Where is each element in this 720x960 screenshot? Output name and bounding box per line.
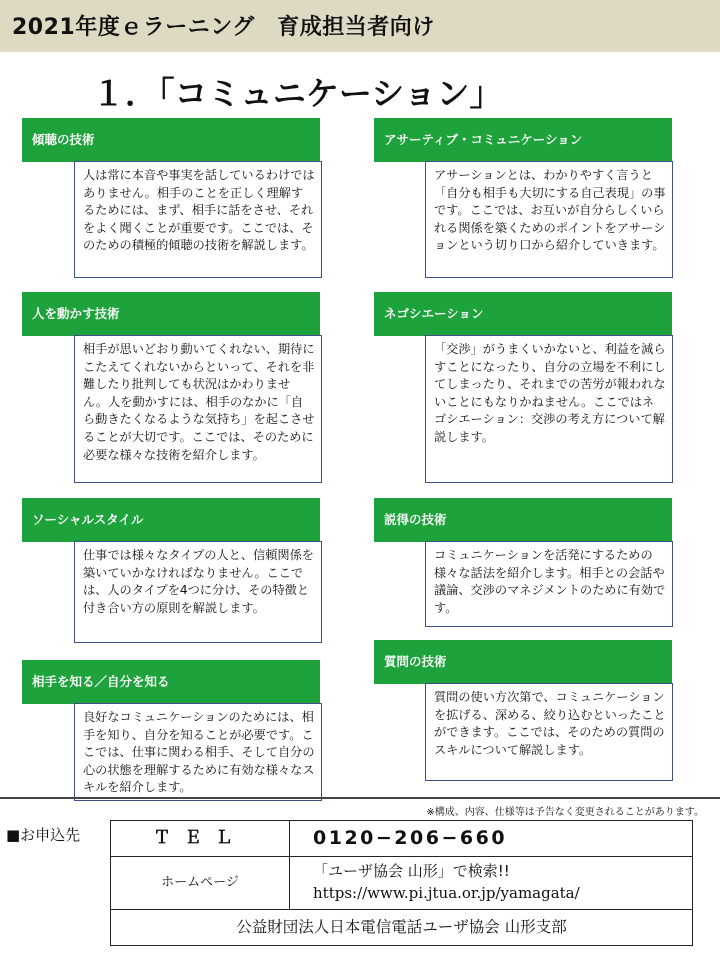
section-title: １．「コミュニケーション」: [92, 74, 503, 113]
header-title: 2021年度ｅラーニング 育成担当者向け: [12, 15, 435, 40]
card-title-persuasion: 説得の技術: [374, 498, 672, 542]
card-body-know-self: 良好なコミュニケーションのためには、相手を知り、自分を知ることが必要です。ここでは、仕事に関わる相手、そして自分の心の状態を理解するために有効な様々なスキルを紹介します。: [74, 703, 322, 801]
card-body-influence: 相手が思いどおり動いてくれない、期待にこたえてくれないからといって、それを非難したり批判しても状況はかわりません。人を動かすには、相手のなかに「自ら動きたくなるような気持ち」を起こさせることが大切です。ここでは、そのために必要な様々な技術を紹介します。: [74, 335, 322, 483]
card-title-listening: 傾聴の技術: [22, 118, 320, 162]
card-body-assertive: アサーションとは、わかりやすく言うと「自分も相手も大切にする自己表現」の事です。ここでは、お互いが自分らしくいられる関係を築くためのポイントをアサーションという切り口から紹介していきます。: [425, 161, 673, 278]
card-body-questioning: 質問の使い方次第で、コミュニケーションを拡げる、深める、絞り込むといったことができます。ここでは、そのための質問のスキルについて解説します。: [425, 683, 673, 781]
footer-divider: [0, 797, 720, 799]
card-body-persuasion: コミュニケーションを活発にするための様々な話法を紹介します。相手との会話や議論、交渉のマネジメントのために有効です。: [425, 541, 673, 627]
tel-label: ＴＥＬ: [153, 828, 247, 848]
table-column-divider: [289, 821, 290, 909]
card-title-social-style: ソーシャルスタイル: [22, 498, 320, 542]
disclaimer: ※構成、内容、仕様等は予告なく変更されることがあります。: [426, 807, 704, 818]
header-bar: [0, 0, 720, 52]
card-body-social-style: 仕事では様々なタイプの人と、信頼関係を築いていかなければなりません。ここでは、人のタイプを4つに分け、その特徴と付き合い方の原則を解説します。: [74, 541, 322, 643]
card-body-listening: 人は常に本音や事実を話しているわけではありません。相手のことを正しく理解するためには、まず、相手に話をさせ、それをよく聞くことが重要です。ここでは、そのための積極的傾聴の技術を解説します。: [74, 161, 322, 278]
apply-label: ■お申込先: [6, 826, 81, 844]
tel-number[interactable]: 0120−206−660: [313, 827, 508, 849]
homepage-url-link[interactable]: https://www.pi.jtua.or.jp/yamagata/: [313, 884, 580, 902]
card-title-questioning: 質問の技術: [374, 640, 672, 684]
card-title-know-self: 相手を知る／自分を知る: [22, 660, 320, 704]
contact-table: [110, 820, 693, 946]
homepage-label: ホームページ: [161, 875, 239, 890]
card-title-assertive: アサーティブ・コミュニケーション: [374, 118, 672, 162]
search-hint: 「ユーザ協会 山形」で検索!!: [313, 862, 510, 880]
card-title-influence: 人を動かす技術: [22, 292, 320, 336]
card-title-negotiation: ネゴシエーション: [374, 292, 672, 336]
organization-name: 公益財団法人日本電信電話ユーザ協会 山形支部: [236, 918, 567, 936]
card-body-negotiation: 「交渉」がうまくいかないと、利益を減らすことになったり、自分の立場を不利にしてしまったり、それまでの苦労が報われないことにもなりかねません。ここではネゴシエーション：交渉の考え方について解説します。: [425, 335, 673, 483]
